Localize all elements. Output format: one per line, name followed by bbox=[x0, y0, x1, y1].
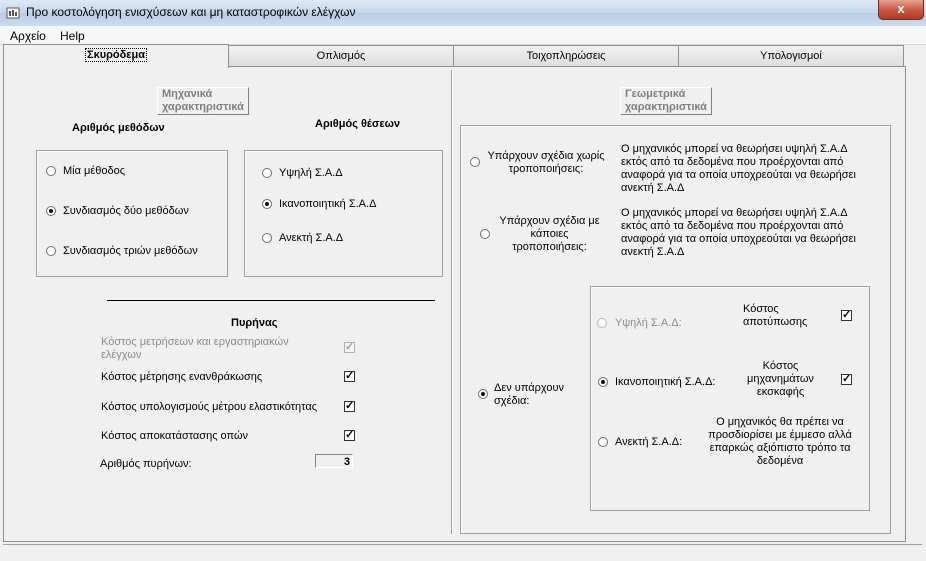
tab-infill-walls[interactable]: Τοιχοπληρώσεις bbox=[453, 45, 679, 66]
core-separator bbox=[107, 300, 435, 301]
radio-one-method[interactable] bbox=[46, 166, 56, 176]
core-title: Πυρήνας bbox=[231, 317, 278, 329]
menu-help[interactable]: Help bbox=[60, 29, 85, 43]
core-restoration-checkbox[interactable]: ✓ bbox=[345, 429, 355, 441]
label-sub-tolerable-sad: Ανεκτή Σ.Α.Δ: bbox=[615, 436, 683, 448]
excavation-cost-checkbox[interactable]: ✓ bbox=[842, 373, 852, 385]
mechanical-caption: Μηχανικά χαρακτηριστικά bbox=[157, 87, 249, 115]
label-excavation-cost: Κόστος μηχανημάτων εκσκαφής bbox=[747, 360, 814, 398]
radio-three-methods[interactable] bbox=[46, 246, 56, 256]
desc-drawings-no-modifications: Ο μηχανικός μπορεί να θεωρήσει υψηλή Σ.Α.Δ εκτός από τα δεδομένα που προέρχονται από αναφορά για τα οποία υποχρεούται να θεωρήσει ανεκτή Σ.Α.Δ bbox=[621, 143, 856, 194]
core-restoration-label: Κόστος αποκατάστασης οπών bbox=[101, 430, 249, 442]
core-carbonation-checkbox[interactable]: ✓ bbox=[345, 370, 355, 382]
survey-cost-checkbox[interactable]: ✓ bbox=[842, 309, 852, 321]
radio-high-sad[interactable] bbox=[262, 168, 272, 178]
status-strip bbox=[3, 544, 922, 557]
close-button[interactable]: x bbox=[878, 0, 924, 20]
tab-concrete-label: Σκυρόδεμα bbox=[86, 49, 146, 61]
label-no-drawings: Δεν υπάρχουν σχέδια: bbox=[494, 382, 564, 407]
window-title: Προ κοστολόγηση ενισχύσεων και μη καταστροφικών ελέγχων bbox=[26, 5, 356, 19]
label-drawings-no-modifications: Υπάρχουν σχέδια χωρίς τροποποιήσεις: bbox=[487, 150, 605, 175]
positions-group bbox=[244, 150, 443, 277]
radio-tolerable-sad[interactable] bbox=[262, 233, 272, 243]
radio-drawings-no-modifications[interactable] bbox=[470, 157, 480, 167]
menu-bar bbox=[0, 26, 926, 45]
label-satisfactory-sad: Ικανοποιητική Σ.Α.Δ bbox=[279, 198, 377, 210]
core-lab-tests-label: Κόστος μετρήσεων και εργαστηριακών ελέγχων bbox=[101, 336, 289, 361]
core-lab-tests-checkbox[interactable]: ✓ bbox=[345, 341, 355, 353]
menu-file[interactable]: Αρχείο bbox=[10, 29, 46, 43]
desc-drawings-some-modifications: Ο μηχανικός μπορεί να θεωρήσει υψηλή Σ.Α.Δ εκτός από τα δεδομένα που προέρχονται από αναφορά για τα οποία υποχρεούται να θεωρήσει ανεκτή Σ.Α.Δ bbox=[621, 207, 856, 258]
label-drawings-some-modifications: Υπάρχουν σχέδια με κάποιες τροποποιήσεις: bbox=[499, 215, 600, 253]
radio-sub-tolerable-sad[interactable] bbox=[598, 437, 608, 447]
vertical-divider bbox=[451, 70, 452, 534]
radio-sub-high-sad[interactable] bbox=[597, 318, 607, 328]
radio-sub-satisfactory-sad[interactable] bbox=[598, 377, 608, 387]
tab-reinforcement[interactable]: Οπλισμός bbox=[228, 45, 454, 66]
label-sub-high-sad: Υψηλή Σ.Α.Δ: bbox=[615, 317, 682, 329]
label-two-methods: Συνδιασμός δύο μεθόδων bbox=[63, 205, 189, 217]
core-elasticity-label: Κόστος υπολογισμούς μέτρου ελαστικότητας bbox=[101, 401, 317, 413]
tab-concrete[interactable] bbox=[3, 44, 229, 68]
desc-sub-tolerable-sad: Ο μηχανικός θα πρέπει να προσδιορίσει με έμμεσο αλλά επαρκώς αξιόπιστο τρόπο τα δεδομένα bbox=[708, 416, 852, 467]
core-count-field[interactable]: 3 bbox=[315, 454, 353, 468]
label-three-methods: Συνδιασμός τριών μεθόδων bbox=[63, 245, 198, 257]
positions-title: Αριθμός θέσεων bbox=[315, 118, 401, 130]
label-one-method: Μία μέθοδος bbox=[63, 165, 126, 177]
label-sub-satisfactory-sad: Ικανοποιητική Σ.Α.Δ: bbox=[615, 376, 716, 388]
tab-calculations[interactable]: Υπολογισμοί bbox=[678, 45, 904, 66]
geometric-caption: Γεωμετρικά χαρακτηριστικά bbox=[620, 87, 712, 115]
core-count-label: Αριθμός πυρήνων: bbox=[100, 458, 192, 470]
label-survey-cost: Κόστος αποτύπωσης bbox=[743, 303, 808, 328]
radio-drawings-some-modifications[interactable] bbox=[480, 229, 490, 239]
radio-two-methods[interactable] bbox=[46, 206, 56, 216]
methods-title: Αριθμός μεθόδων bbox=[72, 122, 165, 134]
radio-no-drawings[interactable] bbox=[478, 389, 488, 399]
core-carbonation-label: Κόστος μέτρησης ενανθράκωσης bbox=[101, 371, 263, 383]
core-elasticity-checkbox[interactable]: ✓ bbox=[345, 400, 355, 412]
radio-satisfactory-sad[interactable] bbox=[262, 199, 272, 209]
label-tolerable-sad: Ανεκτή Σ.Α.Δ bbox=[279, 232, 344, 244]
app-icon bbox=[6, 6, 20, 20]
label-high-sad: Υψηλή Σ.Α.Δ bbox=[279, 167, 343, 179]
